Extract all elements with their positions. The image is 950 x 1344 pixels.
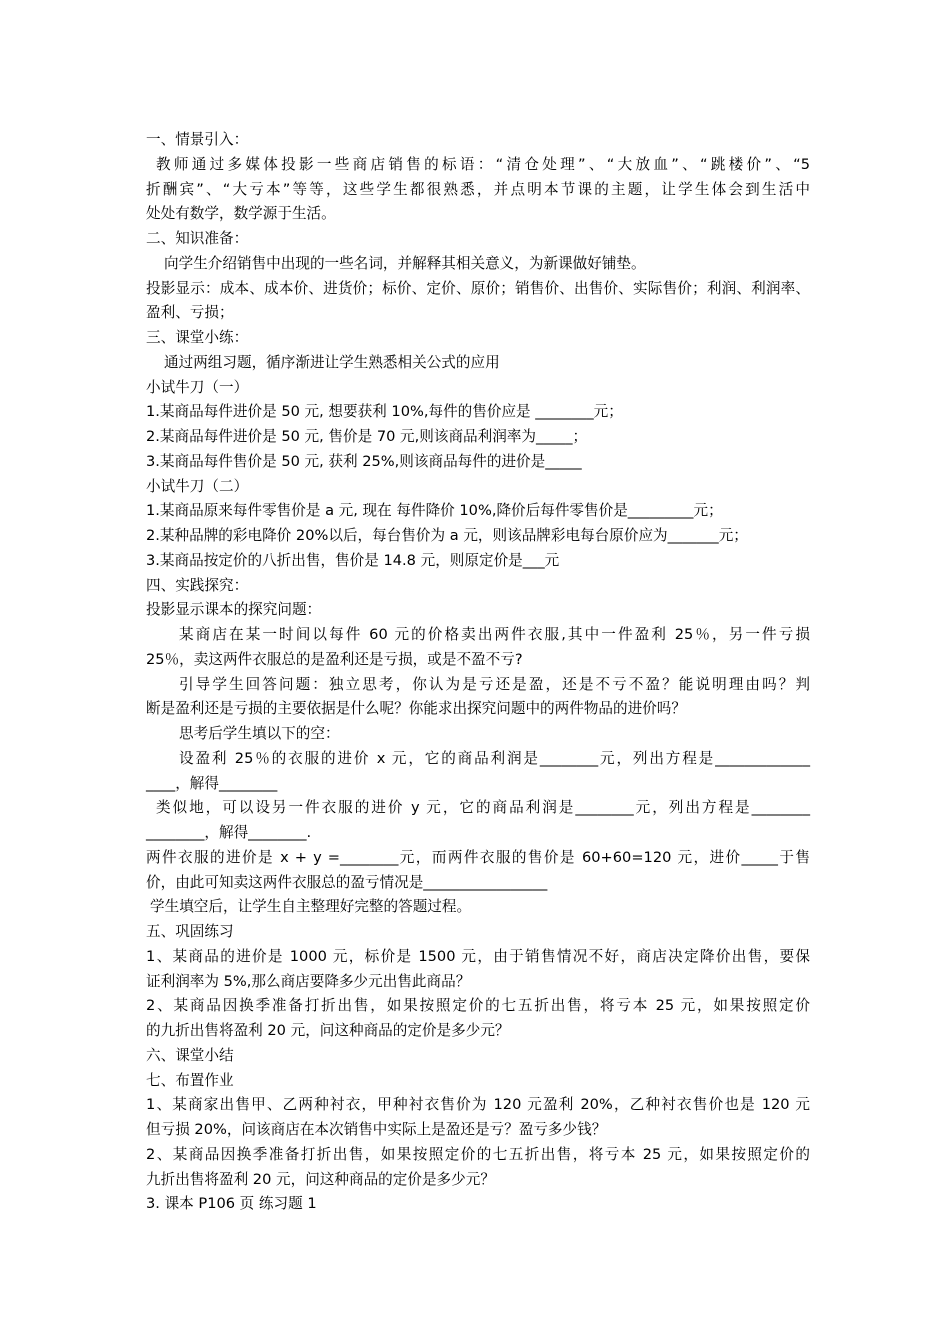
fill-in-line: 价，由此可知卖这两件衣服总的盈亏情况是_________________ [146, 873, 548, 891]
section-heading-4: 四、实践探究： [146, 576, 249, 594]
paragraph-line: 处处有数学，数学源于生活。 [146, 205, 336, 223]
paragraph-line: 断是盈利还是亏损的主要依据是什么呢？你能求出探究问题中的两件物品的进价吗？ [146, 700, 686, 718]
section-heading-1: 一、情景引入： [146, 131, 249, 148]
paragraph-line: 25％，卖这两件衣服总的是盈利还是亏损，或是不盈不亏? [146, 650, 523, 668]
exercise-item: 3.某商品按定价的八折出售，售价是 14.8 元，则原定价是___元 [146, 551, 560, 569]
exercise-item: 证利润率为 5%,那么商店要降多少元出售此商品？ [146, 972, 471, 990]
paragraph-line: 某商店在某一时间以每件 60 元的价格卖出两件衣服,其中一件盈利 25％，另一件亏损 [179, 626, 810, 643]
section-heading-3: 三、课堂小练： [146, 329, 249, 346]
exercise-item: 3.某商品每件售价是 50 元, 获利 25%,则该商品每件的进价是_____ [146, 452, 582, 470]
exercise-item: 的九折出售将盈利 20 元，问这种商品的定价是多少元？ [146, 1022, 510, 1039]
homework-item: 九折出售将盈利 20 元，问这种商品的定价是多少元？ [146, 1170, 495, 1188]
fill-in-line: ________，解得________. [146, 824, 312, 841]
paragraph-line: 思考后学生填以下的空： [179, 725, 340, 742]
exercise-item: 2.某商品每件进价是 50 元, 售价是 70 元,则该商品利润率为_____； [146, 428, 588, 445]
paragraph-line: 盈利、亏损； [146, 304, 234, 322]
fill-in-line: 设盈利 25％的衣服的进价 x 元，它的商品利润是________元，列出方程是_____________ [179, 749, 810, 767]
paragraph-line: 引导学生回答问题：独立思考，你认为是亏还是盈，还是不亏不盈？能说明理由吗？判 [179, 675, 810, 693]
section-heading-7: 七、布置作业 [146, 1071, 234, 1089]
paragraph-line: 折酬宾”、“大亏本”等等，这些学生都很熟悉，并点明本节课的主题，让学生体会到生活中 [146, 180, 810, 198]
paragraph-line: 投影显示：成本、成本价、进货价；标价、定价、原价；销售价、出售价、实际售价；利润、利润率、 [146, 279, 810, 297]
fill-in-line: ____，解得________ [146, 774, 278, 792]
paragraph-line: 通过两组习题，循序渐进让学生熟悉相关公式的应用 [164, 353, 500, 371]
fill-in-line: 两件衣服的进价是 x + y =________元，而两件衣服的售价是 60+60=120 元，进价_____于售 [146, 848, 810, 866]
paragraph-line: 向学生介绍销售中出现的一些名词，并解释其相关意义，为新课做好铺垫。 [164, 254, 646, 272]
section-heading-6: 六、课堂小结 [146, 1046, 234, 1064]
subheading: 小试牛刀（二） [146, 477, 249, 495]
homework-item: 但亏损 20%，问该商店在本次销售中实际上是盈还是亏？盈亏多少钱？ [146, 1121, 607, 1138]
fill-in-line: 类似地，可以设另一件衣服的进价 y 元，它的商品利润是________元，列出方程是________ [156, 799, 810, 817]
exercise-item: 1、某商品的进价是 1000 元，标价是 1500 元，由于销售情况不好，商店决定降价出售，要保 [146, 947, 810, 965]
paragraph-line: 投影显示课本的探究问题： [146, 601, 322, 619]
lesson-plan-document [146, 128, 810, 1217]
homework-item: 2、某商品因换季准备打折出售，如果按照定价的七五折出售，将亏本 25 元，如果按照定价的 [146, 1145, 810, 1163]
paragraph-line: 学生填空后，让学生自主整理好完整的答题过程。 [150, 898, 472, 916]
homework-item: 1、某商家出售甲、乙两种衬衣，甲种衬衣售价为 120 元盈利 20%，乙种衬衣售价也是 120 元 [146, 1096, 810, 1114]
homework-item: 3. 课本 P106 页 练习题 1 [146, 1195, 317, 1213]
exercise-item: 1.某商品每件进价是 50 元, 想要获利 10%,每件的售价应是 ________元； [146, 403, 623, 421]
exercise-item: 2.某种品牌的彩电降价 20%以后，每台售价为 a 元，则该品牌彩电每台原价应为_______元； [146, 527, 748, 544]
paragraph-line: 教师通过多媒体投影一些商店销售的标语：“清仓处理”、“大放血”、“跳楼价”、“5 [156, 155, 810, 173]
section-heading-2: 二、知识准备： [146, 230, 249, 247]
subheading: 小试牛刀（一） [146, 378, 249, 396]
exercise-item: 1.某商品原来每件零售价是 a 元, 现在 每件降价 10%,降价后每件零售价是_________元； [146, 502, 723, 520]
section-heading-5: 五、巩固练习 [146, 923, 234, 940]
exercise-item: 2、某商品因换季准备打折出售，如果按照定价的七五折出售，将亏本 25 元，如果按照定价 [146, 997, 810, 1015]
